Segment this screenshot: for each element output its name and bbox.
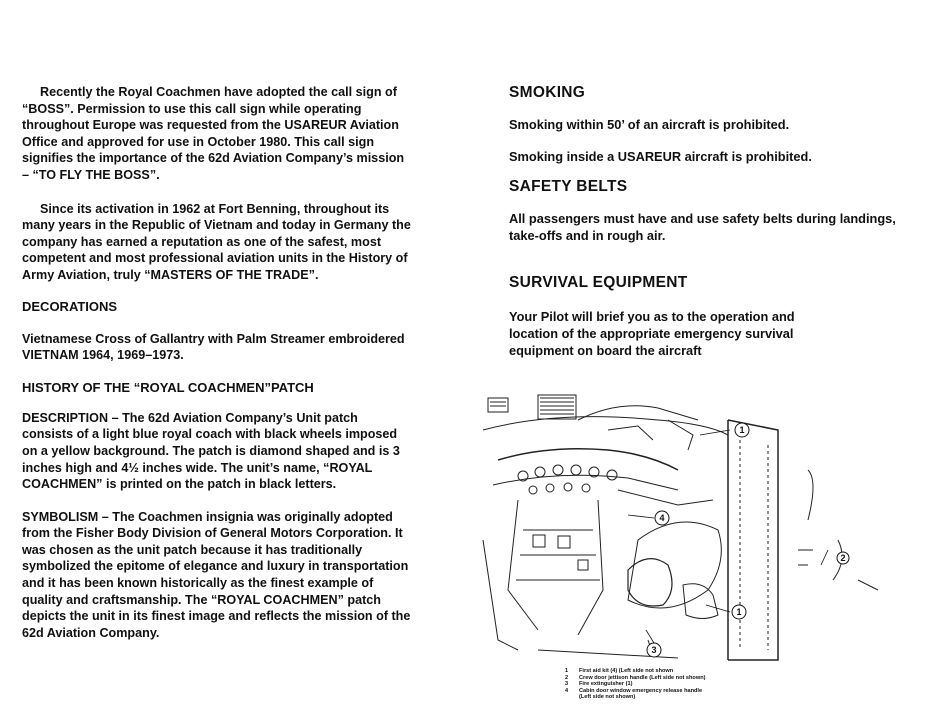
figure-legend — [565, 668, 705, 701]
legend-item: 1 First aid kit (4) (Left side not shown — [565, 668, 674, 674]
svg-text:4: 4 — [659, 513, 665, 523]
patch-description: DESCRIPTION – The 62d Aviation Company’s Unit patch consists of a light blue royal coach with black wheels imposed on a yellow background. The patch is diamond shaped and is 3 inches high and 4½ inches wide. The unit’s name, “ROYAL COACHMEN” is printed on the patch in black letters. — [22, 410, 400, 492]
cockpit-diagram — [478, 390, 898, 690]
history-paragraph: Since its activation in 1962 at Fort Benning, throughout its many years in the Republic of Vietnam and today in Germany the company has earned a reputation as one of the safest, most competent and most professional aviation units in the History of Army Aviation, truly “MASTERS OF THE TRADE”. — [22, 201, 411, 282]
survival-equipment-heading: SURVIVAL EQUIPMENT — [509, 274, 688, 292]
smoking-rule-1: Smoking within 50’ of an aircraft is prohibited. — [509, 117, 790, 132]
svg-text:3: 3 — [651, 645, 657, 655]
svg-text:1: 1 — [736, 607, 742, 617]
legend-item: 3 Fire extinguisher (1) — [565, 681, 633, 688]
patch-history-heading: HISTORY OF THE “ROYAL COACHMEN”PATCH — [22, 379, 314, 395]
svg-text:2: 2 — [840, 553, 846, 563]
overhead-vent-right — [538, 395, 576, 419]
callout-2 — [837, 552, 849, 564]
svg-text:1: 1 — [739, 425, 745, 435]
smoking-rule-2: Smoking inside a USAREUR aircraft is prohibited. — [509, 148, 812, 164]
safety-belts-heading: SAFETY BELTS — [509, 178, 628, 196]
right-column — [509, 84, 919, 359]
smoking-heading: SMOKING — [509, 84, 586, 101]
legend-item: 2 Crew door jettison handle (Left side not shown) — [565, 674, 706, 681]
legend-item: 4 Cabin door window emergency release handle (Left side not shown) — [565, 687, 703, 701]
callout-1-top — [735, 423, 749, 437]
decorations-text: Vietnamese Cross of Gallantry with Palm Streamer embroidered VIETNAM 1964, 1969–1973. — [22, 331, 405, 363]
overhead-vent-left — [488, 398, 508, 412]
callout-1-bottom — [732, 605, 746, 619]
survival-equipment-text: Your Pilot will brief you as to the operation and location of the appropriate emergency survival equipment on board the aircraft — [509, 309, 795, 358]
callout-3 — [647, 643, 661, 657]
call-sign-paragraph: Recently the Royal Coachmen have adopted the call sign of “BOSS”. Permission to use this call sign while operating throughout Europe was requested from the USAREUR Aviation Office and approved for use in October 1980. This call sign signifies the importance of the 62d Aviation Company’s mission – “TO FLY THE BOSS”. — [22, 85, 405, 182]
callout-4 — [655, 511, 669, 525]
patch-symbolism: SYMBOLISM – The Coachmen insignia was originally adopted from the Fisher Body Division of General Motors Corporation. It was chosen as the unit patch because it has traditionally symbolized the epitome of elegance and luxury in transportation and it has been known historically as the finest example of quality and craftsmanship. The “ROYAL COACHMEN” patch depicts the unit in its finest image and reflects the mission of the 62d Aviation Company. — [22, 509, 411, 640]
safety-belts-text: All passengers must have and use safety belts during landings, take-offs and in rough air. — [509, 211, 896, 243]
decorations-heading: DECORATIONS — [22, 298, 118, 314]
left-column — [22, 84, 412, 641]
